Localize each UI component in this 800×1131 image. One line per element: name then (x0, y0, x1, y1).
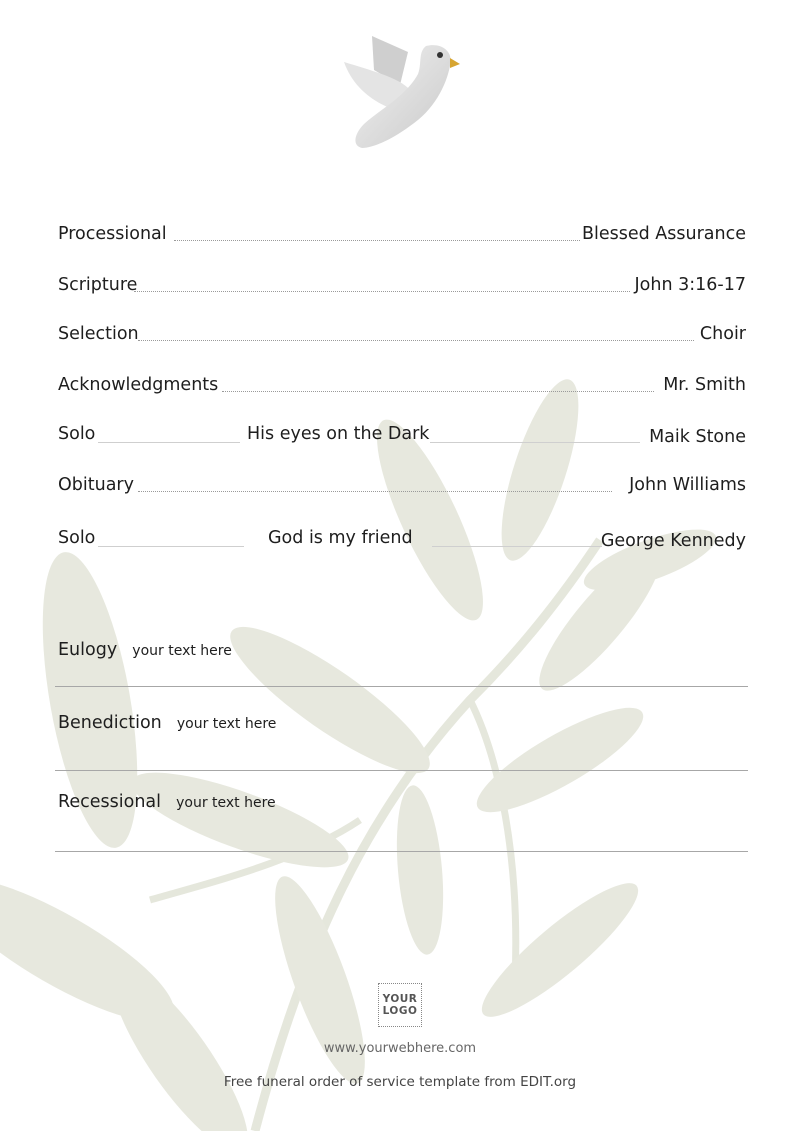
section-benediction (58, 709, 748, 737)
section-divider (55, 851, 748, 852)
section-divider (55, 686, 748, 687)
section-placeholder[interactable]: your text here (132, 643, 232, 659)
section-label: Benediction (58, 713, 162, 733)
program-value: Choir (699, 324, 746, 344)
section-label: Eulogy (58, 640, 118, 660)
logo-line: YOUR (382, 993, 418, 1005)
program-label: Acknowledgments (58, 375, 219, 395)
program-label: Processional (58, 224, 167, 244)
website-link[interactable]: www.yourwebhere.com (323, 1041, 477, 1056)
program-value: George Kennedy (600, 531, 746, 551)
program-row-solo-1 (58, 420, 746, 448)
section-placeholder[interactable]: your text here (176, 795, 276, 811)
template-credit: Free funeral order of service template from EDIT.org (223, 1074, 577, 1090)
section-eulogy (58, 636, 748, 664)
section-label: Recessional (58, 792, 162, 812)
program-piece: His eyes on the Dark (247, 424, 430, 444)
section-placeholder[interactable]: your text here (176, 716, 277, 732)
program-value: John 3:16-17 (634, 275, 746, 295)
program-row-scripture (58, 271, 746, 299)
program-row-selection (58, 320, 746, 348)
program-value: Mr. Smith (663, 375, 746, 395)
dove-icon (330, 30, 470, 160)
program-row-acknowledgments (58, 371, 746, 399)
logo-line: LOGO (382, 1005, 418, 1017)
program-value: John Williams (629, 475, 746, 495)
program-row-solo-2 (58, 524, 746, 552)
program-label: Scripture (58, 275, 138, 295)
program-row-processional (58, 220, 746, 248)
section-recessional (58, 788, 748, 816)
program-label: Obituary (58, 475, 134, 495)
program-label: Solo (58, 424, 96, 444)
logo-placeholder (378, 983, 422, 1027)
program-piece: God is my friend (268, 528, 413, 548)
section-divider (55, 770, 748, 771)
program-value: Maik Stone (649, 427, 746, 447)
program-row-obituary (58, 471, 746, 499)
program-label: Solo (58, 528, 96, 548)
program-value: Blessed Assurance (581, 224, 746, 244)
program-label: Selection (58, 324, 139, 344)
